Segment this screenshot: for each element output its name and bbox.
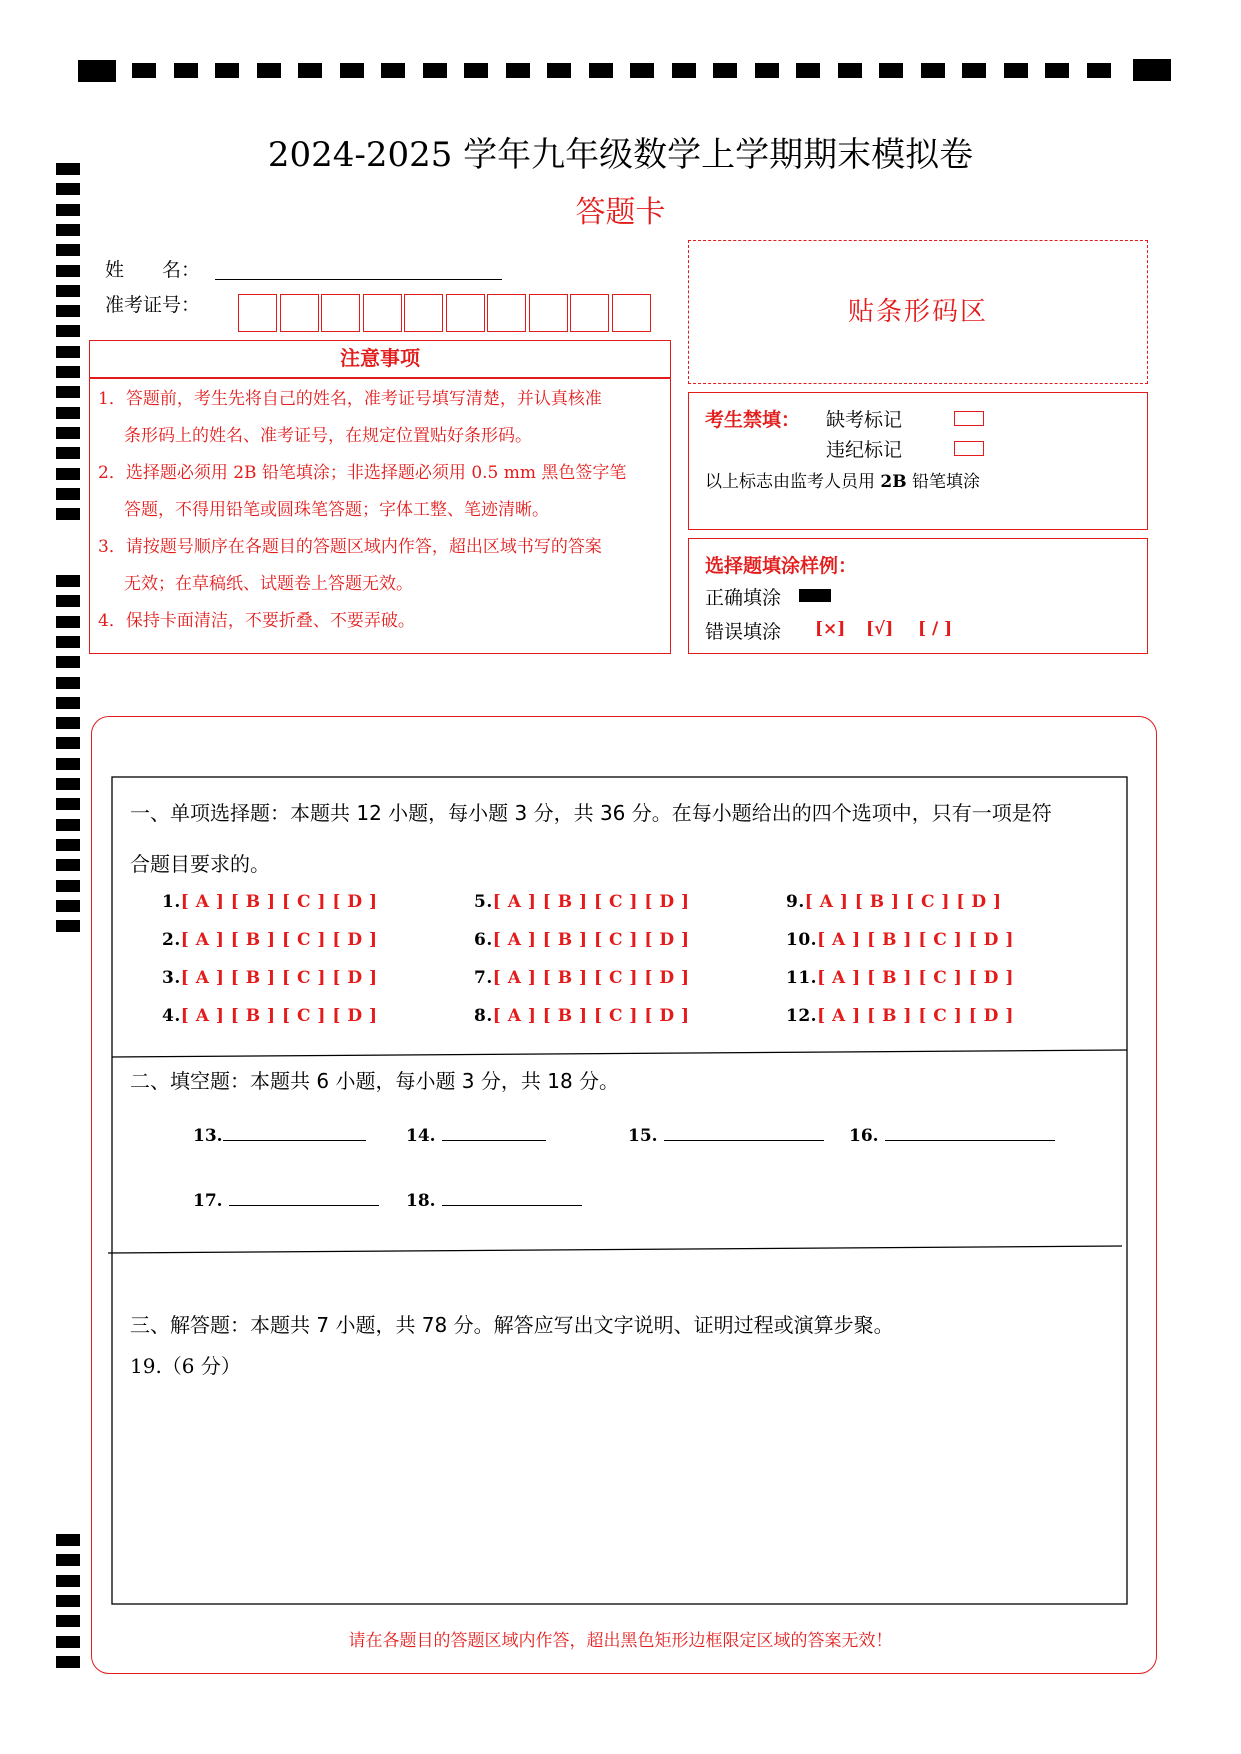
mc-options[interactable]: [ A ] [ B ] [ C ] [ D ] <box>804 892 1002 912</box>
question-19-answer-area[interactable] <box>113 1380 1126 1602</box>
absent-label: 缺考标记 <box>826 409 903 431</box>
mc-question-number: 6. <box>474 930 493 950</box>
mc-options[interactable]: [ A ] [ B ] [ C ] [ D ] <box>180 892 378 912</box>
blank-15[interactable]: 15. <box>628 1124 824 1146</box>
mc-question-number: 10. <box>786 930 818 950</box>
mc-question-number: 5. <box>474 892 493 912</box>
wrong-mark-2: [√] <box>866 619 894 639</box>
section1-instructions-1: 一、单项选择题：本题共 12 小题，每小题 3 分，共 36 分。在每小题给出的四个选项中，只有一项是符 <box>130 801 1052 825</box>
mc-question-2[interactable] <box>162 930 378 950</box>
mc-options[interactable]: [ A ] [ B ] [ C ] [ D ] <box>817 968 1014 988</box>
mc-question-7[interactable] <box>474 968 690 988</box>
barcode-label: 贴条形码区 <box>847 297 988 327</box>
mc-question-8[interactable] <box>474 1006 690 1026</box>
mc-options[interactable]: [ A ] [ B ] [ C ] [ D ] <box>180 968 378 988</box>
violation-label: 违纪标记 <box>826 439 903 461</box>
notice-item-1b: 条形码上的姓名、准考证号，在规定位置贴好条形码。 <box>124 426 532 446</box>
footer-warning: 请在各题目的答题区域内作答，超出黑色矩形边框限定区域的答案无效！ <box>348 1631 893 1651</box>
wrong-mark-3: [ / ] <box>918 619 953 639</box>
blank-18[interactable]: 18. <box>406 1189 582 1211</box>
mc-question-number: 2. <box>162 930 181 950</box>
section3-instructions: 三、解答题：本题共 7 小题，共 78 分。解答应写出文字说明、证明过程或演算步聚。 <box>130 1313 894 1337</box>
mc-question-4[interactable] <box>162 1006 378 1026</box>
notice-item-2: 2．选择题必须用 2B 铅笔填涂；非选择题必须用 0.5 mm 黑色签字笔 <box>98 463 627 483</box>
sample-correct-label: 正确填涂 <box>705 587 782 609</box>
mc-question-9[interactable] <box>786 892 1002 912</box>
mc-question-number: 7. <box>474 968 493 988</box>
mc-question-number: 8. <box>474 1006 493 1026</box>
notice-item-1: 1．答题前，考生先将自己的姓名，准考证号填写清楚，并认真核准 <box>98 389 602 409</box>
mc-question-11[interactable] <box>786 968 1014 988</box>
mc-question-number: 11. <box>786 968 818 988</box>
name-label: 姓 名： <box>105 259 201 281</box>
section1-instructions-2: 合题目要求的。 <box>130 852 270 876</box>
notice-title: 注意事项 <box>340 346 420 370</box>
mc-question-10[interactable] <box>786 930 1014 950</box>
mc-options[interactable]: [ A ] [ B ] [ C ] [ D ] <box>180 1006 378 1026</box>
forbid-title: 考生禁填： <box>705 409 801 431</box>
mc-options[interactable]: [ A ] [ B ] [ C ] [ D ] <box>492 930 690 950</box>
mc-options[interactable]: [ A ] [ B ] [ C ] [ D ] <box>817 930 1014 950</box>
sample-title: 选择题填涂样例： <box>705 555 858 577</box>
blank-13[interactable]: 13. <box>193 1124 366 1146</box>
mc-question-number: 12. <box>786 1006 818 1026</box>
mc-question-number: 9. <box>786 892 805 912</box>
mc-options[interactable]: [ A ] [ B ] [ C ] [ D ] <box>492 1006 690 1026</box>
mc-question-6[interactable] <box>474 930 690 950</box>
mc-options[interactable]: [ A ] [ B ] [ C ] [ D ] <box>817 1006 1014 1026</box>
blank-17[interactable]: 17. <box>193 1189 379 1211</box>
mc-question-3[interactable] <box>162 968 378 988</box>
question-19-label: 19.（6 分） <box>130 1354 241 1378</box>
mc-question-12[interactable] <box>786 1006 1014 1026</box>
mc-options[interactable]: [ A ] [ B ] [ C ] [ D ] <box>492 968 690 988</box>
blank-14[interactable]: 14. <box>406 1124 546 1146</box>
mc-question-number: 3. <box>162 968 181 988</box>
page-subtitle: 答题卡 <box>575 195 666 230</box>
blank-16[interactable]: 16. <box>849 1124 1055 1146</box>
mc-question-1[interactable] <box>162 892 378 912</box>
mc-options[interactable]: [ A ] [ B ] [ C ] [ D ] <box>180 930 378 950</box>
notice-item-2b: 答题，不得用铅笔或圆珠笔答题；字体工整、笔迹清晰。 <box>124 500 549 520</box>
notice-item-3b: 无效；在草稿纸、试题卷上答题无效。 <box>124 574 413 594</box>
wrong-mark-1: [×] <box>815 619 846 639</box>
mc-question-5[interactable] <box>474 892 690 912</box>
mc-question-number: 1. <box>162 892 181 912</box>
sample-wrong-label: 错误填涂 <box>705 621 782 643</box>
notice-item-3: 3．请按题号顺序在各题目的答题区域内作答，超出区域书写的答案 <box>98 537 602 557</box>
forbid-note: 以上标志由监考人员用 2B 铅笔填涂 <box>705 472 981 492</box>
exam-id-label: 准考证号： <box>105 294 201 316</box>
mc-options[interactable]: [ A ] [ B ] [ C ] [ D ] <box>492 892 690 912</box>
notice-item-4: 4．保持卡面清洁，不要折叠、不要弄破。 <box>98 611 415 631</box>
mc-question-number: 4. <box>162 1006 181 1026</box>
section2-instructions: 二、填空题：本题共 6 小题，每小题 3 分，共 18 分。 <box>130 1069 620 1093</box>
page-title: 2024-2025 学年九年级数学上学期期末模拟卷 <box>267 135 974 175</box>
